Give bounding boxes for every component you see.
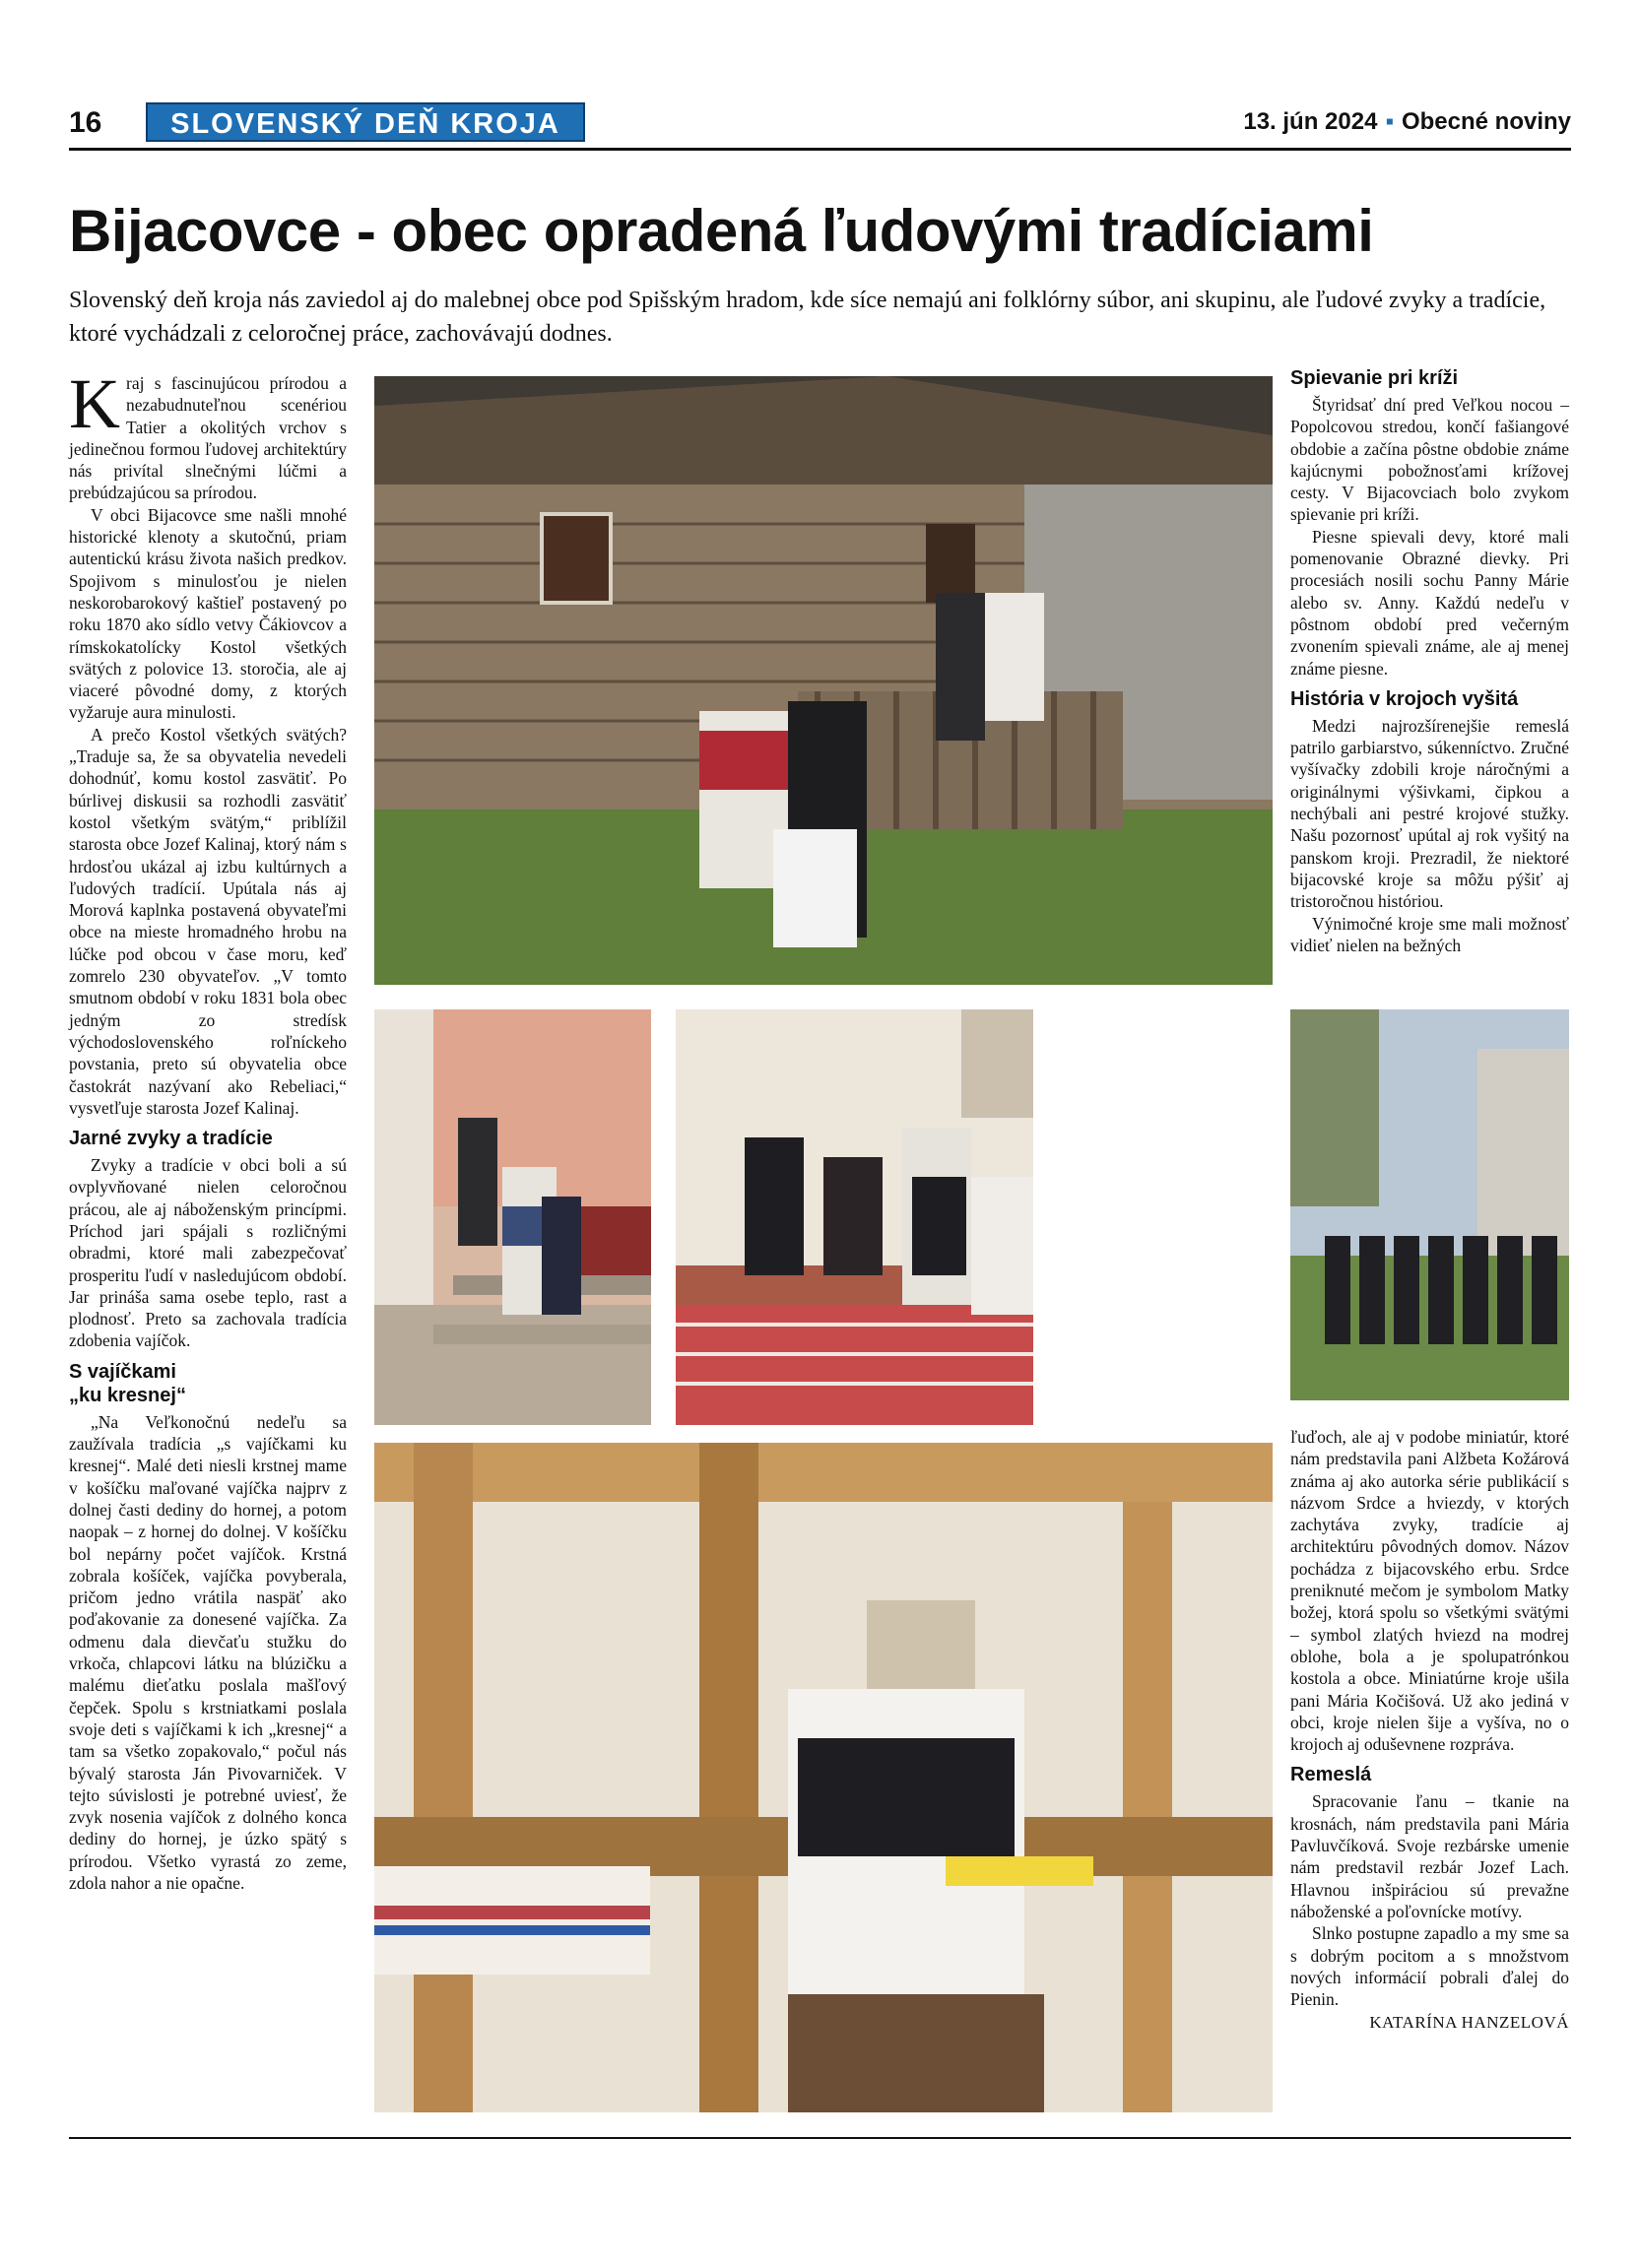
paragraph: Výnimočné kroje sme mali možnosť vidieť nielen na bežných [1290,913,1569,955]
subheading: S vajíčkami [69,1360,176,1383]
subheading: História v krojoch vyšitá [1290,687,1519,710]
paragraph: Piesne spievali devy, ktoré mali pomenovanie Obrazné dievky. Pri procesiách nosili sochu Panny Márie alebo sv. Anny. Každú nedeľu v pôstnom období pred večerným zvonením spievali známe, ale aj menej známe piesne. [1290,526,1569,679]
paragraph: Zvyky a tradície v obci boli a sú ovplyvňované nielen celoročnou prácou, ale aj náboženským princípmi. Príchod jari spájali s rozličnými obradmi, ktoré mali zabezpečovať prosperitu ľudí v nasledujúcom období. Jar prináša sama osebe teplo, rast a plodnosť. Preto sa zachovala tradícia zdobenia vajíčok. [69,1155,347,1351]
article-title: Bijacovce - obec opradená ľudovými tradíciami [69,198,1374,264]
page-number: 16 [69,106,102,139]
issue-info [1243,108,1571,136]
right-column-bottom [1290,1426,1569,2035]
paragraph: Štyridsať dní pred Veľkou nocou – Popolcovou stredou, končí fašiangové obdobie a začína pôstne obdobie známe kajúcnymi pobožnosťami krížovej cesty. V Bijacovciach bolo zvykom spievanie pri kríži. [1290,395,1569,525]
paragraph: Medzi najrozšírenejšie remeslá patrilo garbiarstvo, súkenníctvo. Zručné vyšívačky zdobili kroje náročnými a originálnymi výšivkami, čipkou a nechýbali ani pestré krojové stužky. Našu pozornosť upútal aj rok vyšitý na panskom kroji. Prezradil, že niektoré bijacovské kroje sa môžu pýšiť aj tristoročnou históriou. [1290,715,1569,912]
photo-table-scene [676,1009,1033,1425]
byline: KATARÍNA HANZELOVÁ [1369,2013,1569,2033]
paragraph-text: raj s fascinujúcou prírodou a nezabudnuteľnou scenériou Tatier a okolitých vrchov s jedinečnou formou ľudovej architektúry nás privítal slnečnými lúčmi a prebúdzajúcou sa prírodou. [69,373,347,503]
paragraph [69,364,347,504]
paragraph: Slnko postupne zapadlo a my sme sa s dobrým pocitom a s množstvom nových informácií pobrali ďalej do Pienin. [1290,1923,1569,2010]
drop-cap: K [69,364,120,443]
subheading: Jarné zvyky a tradície [69,1128,273,1150]
top-rule [69,148,1571,151]
photo-stairs-family [374,1009,651,1425]
paragraph: V obci Bijacovce sme našli mnohé historické klenoty a skutočnú, priam autentickú krásu života našich predkov. Spojivom s minulosťou je nielen neskorobarokový kaštieľ postavený po roku 1870 ako sídlo vetvy Čákiovcov a rímskokatolícky Kostol všetkých svätých z polovice 13. storočia, ale aj viaceré pôvodné domy, z ktorých vyžaruje aura minulosti. [69,504,347,723]
section-tag: SLOVENSKÝ DEŇ KROJA [146,102,585,142]
paragraph: ľuďoch, ale aj v podobe miniatúr, ktoré nám predstavila pani Alžbeta Kožárová známa aj ako autorka série publikácií s názvom Srdce a hviezdy, v ktorých zachytáva zvyky, tradície aj architektúru pôvodných domov. Názov pochádza z bijacovského erbu. Srdce preniknuté mečom je symbolom Matky božej, ktorá spolu so všetkými svätými – symbol zlatých hviezd na modrej oblohe, bola a je spolupatrónkou kostola a obce. Miniatúrne kroje ušila pani Mária Kočišová. Už ako jediná v obci, kroje nielen šije a vyšíva, no o krojoch aj oduševnene rozpráva. [1290,1427,1569,1755]
left-column [69,364,347,1894]
subheading: Spievanie pri kríži [1290,367,1459,389]
photo-wooden-house [374,376,1273,985]
right-column-top [1290,366,1569,956]
paragraph: A prečo Kostol všetkých svätých? „Traduje sa, že sa obyvatelia nevedeli dohodnúť, komu kostol zasvätiť. Po búrlivej diskusii sa rozhodli zasvätiť kostol všetkým svätým,“ priblížil starosta obce Jozef Kalinaj, ktorý nám s hrdosťou ukázal aj izbu kultúrnych a ľudových tradícií. Upútala nás aj Morová kaplnka postavená obyvateľmi obce na mieste hromadného hrobu na lúčke pod obcou v čase moru, keď zomrelo 230 obyvateľov. „V tomto smutnom období v roku 1831 bola obec jedným zo stredísk východoslovenského roľníckeho povstania, preto sú obyvatelia obce častokrát nazývaní ako Rebeliaci,“ vysvetľuje starosta Jozef Kalinaj. [69,724,347,1118]
paragraph: Spracovanie ľanu – tkanie na krosnách, nám predstavila pani Mária Pavluvčíková. Svoje rezbárske umenie nám predstavil rezbár Jozef Lach. Hlavnou inšpiráciou sú prevažne náboženské a poľovnícke motívy. [1290,1791,1569,1921]
publication-name: Obecné noviny [1401,108,1571,135]
article-lead: Slovenský deň kroja nás zaviedol aj do malebnej obce pod Spišským hradom, kde síce nemajú ani folklórny súbor, ani skupinu, ale ľudové zvyky a tradície, ktoré vychádzali z celoročnej práce, zachovávajú dodnes. [69,288,1546,347]
subheading: Remeslá [1290,1764,1372,1786]
bottom-rule [69,2137,1571,2139]
issue-separator: ▪ [1385,108,1394,135]
photo-weaving-loom [374,1443,1273,2112]
subheading: „ku kresnej“ [69,1384,186,1406]
issue-date: 13. jún 2024 [1243,108,1378,135]
photo-women-group [1290,1009,1569,1400]
paragraph: „Na Veľkonočnú nedeľu sa zaužívala tradícia „s vajíčkami ku kresnej“. Malé deti niesli krstnej mame v košíčku maľované vajíčka najprv z dolnej časti dediny do hornej, a potom naopak – z hornej do dolnej. V košíčku bol nepárny počet vajíčok. Krstná zobrala košíček, vajíčka povyberala, pričom jedno vrátila naspäť ako poďakovanie za donesené vajíčka. Za odmenu dala dievčaťu stužku do vrkoča, chlapcovi látku na blúzičku a malému dieťatku poslala mašľový čepček. Spolu s krstniatkami poslala svoje deti s vajíčkami k ich „kresnej“ a tam sa všetko zopakovalo,“ počul nás bývalý starosta Ján Pivovarniček. V tejto súvislosti je potrebné uviesť, že zvyk nosenia vajíčok z dolného konca dediny do hornej, je úzko spätý s prírodou. Všetko vyrastá zo zeme, zdola nahor a nie opačne. [69,1411,347,1893]
